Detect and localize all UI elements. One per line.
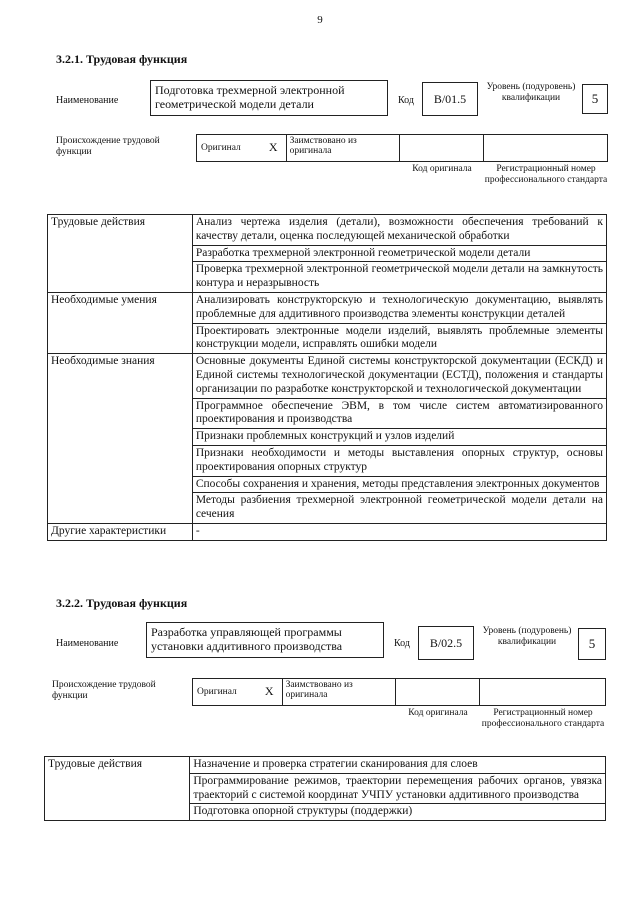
description-cell: Основные документы Единой системы конструкторской документации (ЕСКД) и Единой системы технологической документации (ЕСТД), положения и стандарты организации по разработке конструкторской и технологической документации — [192, 354, 606, 398]
description-cell: Признаки необходимости и методы выставления опорных структур, основы проектирования опорных структур — [192, 445, 606, 476]
section-title: 3.2.2. Трудовая функция — [56, 596, 188, 610]
table-row — [48, 354, 607, 398]
category-cell: Трудовые действия — [48, 215, 193, 293]
code-original-cell — [396, 679, 480, 705]
borrowed-label: Заимствовано из оригинала — [287, 135, 400, 161]
description-cell: Способы сохранения и хранения, методы представления электронных документов — [192, 476, 606, 493]
original-cell — [193, 679, 283, 705]
description-cell: Проектировать электронные модели изделий, выявлять проблемные элементы конструкции модели, исправлять ошибки модели — [192, 323, 606, 354]
category-cell: Необходимые умения — [48, 292, 193, 353]
function-name-box: Разработка управляющей программы установки аддитивного производства — [146, 622, 384, 658]
description-cell: Признаки проблемных конструкций и узлов изделий — [192, 429, 606, 446]
name-label: Наименование — [56, 638, 119, 649]
description-cell: Подготовка опорной структуры (поддержки) — [190, 804, 606, 821]
category-cell: Другие характеристики — [48, 523, 193, 540]
table-row — [45, 757, 606, 774]
description-cell: Разработка трехмерной электронной геометрической модели детали — [192, 245, 606, 262]
description-cell: Методы разбиения трехмерной электронной геометрической модели детали на сечения — [192, 493, 606, 524]
code-label: Код — [394, 638, 410, 649]
function-table — [47, 214, 607, 541]
table-row — [48, 523, 607, 540]
category-cell: Необходимые знания — [48, 354, 193, 524]
reg-number-cell — [484, 135, 607, 161]
level-box: 5 — [582, 84, 608, 114]
borrowed-label: Заимствовано из оригинала — [283, 679, 396, 705]
reg-number-label: Регистрационный номер профессионального стандарта — [481, 708, 605, 729]
origin-label: Происхождение трудовой функции — [52, 680, 156, 701]
table-row — [48, 292, 607, 323]
code-box: B/02.5 — [418, 626, 474, 660]
level-label: Уровень (подуровень) квалификации — [486, 82, 576, 104]
table-row — [48, 215, 607, 246]
original-mark: X — [264, 684, 274, 699]
description-cell: Анализировать конструкторскую и технологическую документацию, выявлять проблемные для аддитивного производства элементы конструкции деталей — [192, 292, 606, 323]
code-box: B/01.5 — [422, 82, 478, 116]
original-label: Оригинал — [201, 142, 241, 153]
description-cell: Анализ чертежа изделия (детали), возможности обеспечения требований к качеству детали, оценка последующей механической обработки — [192, 215, 606, 246]
original-label: Оригинал — [197, 686, 237, 697]
description-cell: Программирование режимов, траектории перемещения рабочих органов, увязка траекторий с системой координат УЧПУ установки аддитивного производства — [190, 773, 606, 804]
description-cell: Назначение и проверка стратегии сканирования для слоев — [190, 757, 606, 774]
reg-number-cell — [480, 679, 605, 705]
origin-row — [192, 678, 606, 706]
code-original-label: Код оригинала — [408, 708, 468, 718]
section-title: 3.2.1. Трудовая функция — [56, 52, 188, 66]
code-original-label: Код оригинала — [412, 164, 472, 174]
code-label: Код — [398, 95, 414, 106]
original-mark: X — [268, 140, 278, 155]
description-cell: Проверка трехмерной электронной геометрической модели детали на замкнутость контура и неразрывность — [192, 262, 606, 293]
function-table — [44, 756, 606, 821]
category-cell: Трудовые действия — [45, 757, 190, 821]
reg-number-label: Регистрационный номер профессионального стандарта — [484, 164, 608, 185]
description-cell: - — [192, 523, 606, 540]
level-box: 5 — [578, 628, 606, 660]
description-cell: Программное обеспечение ЭВМ, в том числе систем автоматизированного проектирования и производства — [192, 398, 606, 429]
origin-row — [196, 134, 608, 162]
function-name-box: Подготовка трехмерной электронной геометрической модели детали — [150, 80, 388, 116]
page-number: 9 — [317, 14, 323, 26]
level-label: Уровень (подуровень) квалификации — [482, 626, 572, 648]
name-label: Наименование — [56, 95, 119, 106]
code-original-cell — [400, 135, 484, 161]
original-cell — [197, 135, 287, 161]
origin-label: Происхождение трудовой функции — [56, 136, 160, 157]
